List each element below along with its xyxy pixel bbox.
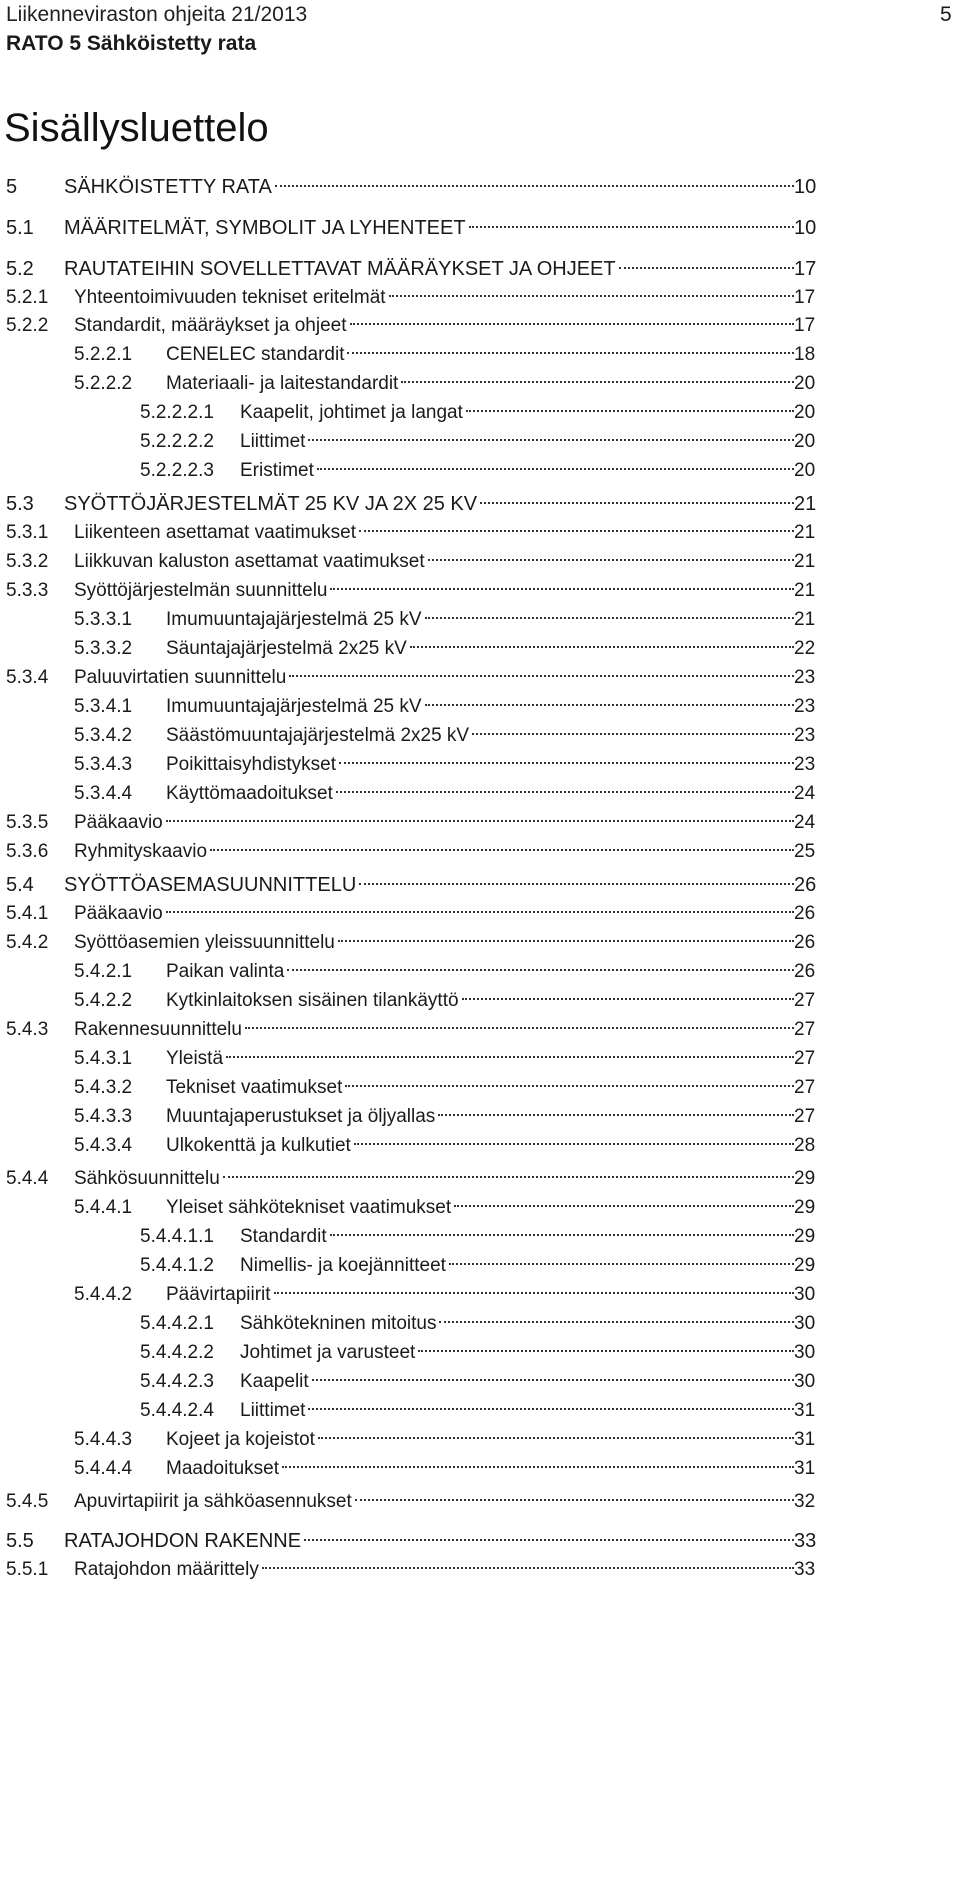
toc-entry-number: 5.2.1 bbox=[6, 287, 49, 308]
toc-entry-label: Pääkaavio bbox=[74, 903, 163, 924]
toc-entry-label: Ryhmityskaavio bbox=[74, 841, 208, 862]
toc-entry-page: 21 bbox=[794, 609, 816, 630]
toc-entry-label: Säuntajajärjestelmä 2x25 kV bbox=[166, 638, 407, 659]
toc-entry-number: 5.3.4.4 bbox=[74, 783, 133, 804]
toc-entry-page: 26 bbox=[794, 961, 816, 982]
toc-entry bbox=[0, 750, 960, 780]
dot-leader bbox=[287, 969, 794, 971]
toc-entry-label-line bbox=[74, 808, 794, 838]
toc-entry-label: Muuntajaperustukset ja öljyallas bbox=[166, 1106, 436, 1127]
toc-entry-number: 5.2.2.2.1 bbox=[140, 402, 214, 423]
dot-leader bbox=[274, 1292, 794, 1294]
toc-entry-page: 26 bbox=[794, 932, 816, 953]
toc-entry-number: 5.3.3 bbox=[6, 580, 49, 601]
toc-entry-number: 5.4.4.2 bbox=[74, 1284, 133, 1305]
toc-entry-page: 29 bbox=[794, 1197, 816, 1218]
toc-entry-number: 5.2.2.2.3 bbox=[140, 460, 214, 481]
toc-entry-label: Ratajohdon määrittely bbox=[74, 1559, 259, 1580]
toc-entry-label: Liikkuvan kaluston asettamat vaatimukset bbox=[74, 551, 425, 572]
toc-entry bbox=[0, 899, 960, 929]
toc-entry-page: 10 bbox=[794, 217, 817, 239]
toc-entry bbox=[0, 369, 960, 399]
dot-leader bbox=[210, 849, 794, 851]
dot-leader bbox=[410, 646, 794, 648]
toc-entry-page: 23 bbox=[794, 754, 816, 775]
toc-entry-page: 30 bbox=[794, 1284, 816, 1305]
toc-entry bbox=[0, 172, 960, 202]
toc-entry-label-line bbox=[166, 1454, 794, 1484]
dot-leader bbox=[359, 883, 794, 885]
toc-entry-number: 5.5.1 bbox=[6, 1559, 49, 1580]
dot-leader bbox=[345, 1085, 794, 1087]
toc-entry-label-line bbox=[74, 518, 794, 548]
toc-entry-page: 29 bbox=[794, 1168, 816, 1189]
toc-entry-page: 20 bbox=[794, 373, 816, 394]
toc-entry-label: SYÖTTÖASEMASUUNNITTELU bbox=[64, 874, 357, 896]
toc-entry-label-line bbox=[74, 1164, 794, 1194]
page-title: Sisällysluettelo bbox=[4, 106, 269, 150]
toc-entry-page: 30 bbox=[794, 1342, 816, 1363]
toc-entry bbox=[0, 1102, 960, 1132]
toc-entry-label: Liikenteen asettamat vaatimukset bbox=[74, 522, 356, 543]
toc-entry-number: 5.1 bbox=[6, 217, 34, 239]
toc-entry-number: 5.4.2 bbox=[6, 932, 49, 953]
toc-entry-number: 5.4.4.3 bbox=[74, 1429, 133, 1450]
toc-entry bbox=[0, 1309, 960, 1339]
toc-entry-label: Imumuuntajajärjestelmä 25 kV bbox=[166, 696, 422, 717]
toc-entry-page: 20 bbox=[794, 402, 816, 423]
dot-leader bbox=[245, 1027, 794, 1029]
toc-entry-label: Nimellis- ja koejännitteet bbox=[240, 1255, 446, 1276]
toc-entry-label-line bbox=[166, 1280, 794, 1310]
dot-leader bbox=[330, 588, 794, 590]
toc-entry-page: 17 bbox=[794, 258, 817, 280]
toc-entry-label: Paikan valinta bbox=[166, 961, 285, 982]
dot-leader bbox=[347, 352, 794, 354]
dot-leader bbox=[166, 911, 794, 913]
toc-entry-label-line bbox=[166, 957, 794, 987]
toc-entry-label-line bbox=[74, 576, 794, 606]
toc-entry bbox=[0, 1555, 960, 1585]
toc-entry-number: 5.4.3.2 bbox=[74, 1077, 133, 1098]
dot-leader bbox=[330, 1234, 794, 1236]
toc-entry-number: 5.4.3 bbox=[6, 1019, 49, 1040]
toc-entry-label-line bbox=[74, 663, 794, 693]
toc-entry-number: 5.3.6 bbox=[6, 841, 49, 862]
toc-entry-label-line bbox=[74, 283, 794, 313]
toc-entry bbox=[0, 605, 960, 635]
toc-entry-page: 30 bbox=[794, 1313, 816, 1334]
toc-entry-number: 5.3.4.2 bbox=[74, 725, 133, 746]
toc-entry-label: Standardit, määräykset ja ohjeet bbox=[74, 315, 347, 336]
toc-entry-label-line bbox=[74, 899, 794, 929]
toc-entry-number: 5.4.2.2 bbox=[74, 990, 133, 1011]
header-series: Liikenneviraston ohjeita 21/2013 bbox=[6, 3, 308, 26]
toc-entry-number: 5.3.5 bbox=[6, 812, 49, 833]
toc-entry-number: 5.4.4.1.1 bbox=[140, 1226, 214, 1247]
toc-entry bbox=[0, 1015, 960, 1045]
toc-entry-number: 5.3.4 bbox=[6, 667, 49, 688]
toc-entry-number: 5.4.4.1.2 bbox=[140, 1255, 214, 1276]
toc-entry-page: 31 bbox=[794, 1458, 816, 1479]
toc-entry-label: Tekniset vaatimukset bbox=[166, 1077, 343, 1098]
toc-entry-label-line bbox=[74, 311, 794, 341]
toc-entry-label-line bbox=[64, 172, 794, 202]
toc-entry-label: Liittimet bbox=[240, 431, 306, 452]
toc-entry bbox=[0, 547, 960, 577]
toc-entry-number: 5.2.2.1 bbox=[74, 344, 133, 365]
toc-entry-label-line bbox=[166, 634, 794, 664]
dot-leader bbox=[336, 791, 794, 793]
toc-entry-label-line bbox=[240, 1367, 794, 1397]
dot-leader bbox=[262, 1567, 794, 1569]
toc-entry-label-line bbox=[166, 1102, 794, 1132]
dot-leader bbox=[466, 410, 794, 412]
dot-leader bbox=[418, 1350, 794, 1352]
toc-entry-label: Käyttömaadoitukset bbox=[166, 783, 333, 804]
toc-entry bbox=[0, 928, 960, 958]
toc-entry bbox=[0, 311, 960, 341]
toc-entry-number: 5.2.2 bbox=[6, 315, 49, 336]
toc-entry-label-line bbox=[166, 340, 794, 370]
toc-entry-page: 31 bbox=[794, 1429, 816, 1450]
dot-leader bbox=[289, 675, 794, 677]
toc-entry-number: 5.2.2.2.2 bbox=[140, 431, 214, 452]
toc-entry-page: 21 bbox=[794, 493, 817, 515]
toc-entry-label-line bbox=[240, 1396, 794, 1426]
toc-entry-label-line bbox=[64, 254, 794, 284]
toc-entry-label-line bbox=[240, 1309, 794, 1339]
dot-leader bbox=[439, 1321, 794, 1323]
toc-entry-number: 5.5 bbox=[6, 1530, 34, 1552]
toc-entry-page: 31 bbox=[794, 1400, 816, 1421]
toc-entry-label: Kojeet ja kojeistot bbox=[166, 1429, 315, 1450]
toc-entry bbox=[0, 518, 960, 548]
dot-leader bbox=[389, 295, 794, 297]
toc-entry-label-line bbox=[166, 1073, 794, 1103]
toc-entry-label: SÄHKÖISTETTY RATA bbox=[64, 176, 272, 198]
toc-entry-number: 5.3.4.3 bbox=[74, 754, 133, 775]
dot-leader bbox=[438, 1114, 794, 1116]
toc-entry-number: 5.4.4.2.2 bbox=[140, 1342, 214, 1363]
toc-entry-label-line bbox=[64, 489, 794, 519]
toc-entry-label-line bbox=[240, 1251, 794, 1281]
toc-entry-number: 5.3 bbox=[6, 493, 34, 515]
toc-entry-label: Sähkösuunnittelu bbox=[74, 1168, 220, 1189]
toc-entry-number: 5.4.3.3 bbox=[74, 1106, 133, 1127]
toc-entry-number: 5.3.3.1 bbox=[74, 609, 133, 630]
toc-entry-page: 21 bbox=[794, 551, 816, 572]
toc-entry-label: Yleistä bbox=[166, 1048, 224, 1069]
toc-entry-page: 29 bbox=[794, 1226, 816, 1247]
toc-entry-number: 5.2 bbox=[6, 258, 34, 280]
toc-entry-page: 24 bbox=[794, 783, 816, 804]
toc-entry-page: 18 bbox=[794, 344, 816, 365]
toc-entry bbox=[0, 1338, 960, 1368]
toc-entry-page: 24 bbox=[794, 812, 816, 833]
toc-entry-number: 5.4.1 bbox=[6, 903, 49, 924]
toc-entry bbox=[0, 1251, 960, 1281]
toc-entry-number: 5.3.3.2 bbox=[74, 638, 133, 659]
toc-entry-label-line bbox=[166, 721, 794, 751]
toc-entry-label-line bbox=[74, 837, 794, 867]
toc-entry-number: 5.3.4.1 bbox=[74, 696, 133, 717]
toc-entry-label-line bbox=[166, 1044, 794, 1074]
toc-entry bbox=[0, 1487, 960, 1517]
header-page-number: 5 bbox=[940, 3, 952, 26]
toc-entry-label-line bbox=[64, 1526, 794, 1556]
toc-entry-label: Rakennesuunnittelu bbox=[74, 1019, 242, 1040]
toc-entry-page: 20 bbox=[794, 431, 816, 452]
toc-entry-number: 5.4.4.2.4 bbox=[140, 1400, 214, 1421]
toc-entry-label-line bbox=[166, 986, 794, 1016]
toc-entry-page: 23 bbox=[794, 725, 816, 746]
toc-entry-label: RAUTATEIHIN SOVELLETTAVAT MÄÄRÄYKSET JA OHJEET bbox=[64, 258, 616, 280]
toc-entry bbox=[0, 779, 960, 809]
toc-entry bbox=[0, 1526, 960, 1556]
dot-leader bbox=[359, 530, 794, 532]
dot-leader bbox=[469, 226, 794, 228]
toc-entry-label: MÄÄRITELMÄT, SYMBOLIT JA LYHENTEET bbox=[64, 217, 466, 239]
dot-leader bbox=[619, 267, 794, 269]
header-document-title: RATO 5 Sähköistetty rata bbox=[6, 32, 257, 55]
toc-entry-label-line bbox=[74, 928, 794, 958]
toc-entry bbox=[0, 1164, 960, 1194]
toc-entry-label: Eristimet bbox=[240, 460, 314, 481]
toc-entry-label: Liittimet bbox=[240, 1400, 306, 1421]
toc-entry-page: 20 bbox=[794, 460, 816, 481]
toc-entry bbox=[0, 634, 960, 664]
toc-entry-page: 21 bbox=[794, 580, 816, 601]
toc-entry-page: 10 bbox=[794, 176, 817, 198]
dot-leader bbox=[462, 998, 794, 1000]
dot-leader bbox=[338, 940, 794, 942]
toc-entry-label: Kaapelit, johtimet ja langat bbox=[240, 402, 463, 423]
toc-entry bbox=[0, 1044, 960, 1074]
toc-entry-label: Syöttöjärjestelmän suunnittelu bbox=[74, 580, 328, 601]
toc-entry-page: 26 bbox=[794, 903, 816, 924]
toc-entry-number: 5.4.4 bbox=[6, 1168, 49, 1189]
toc-entry-page: 27 bbox=[794, 990, 816, 1011]
dot-leader bbox=[275, 185, 794, 187]
toc-entry-label: Kytkinlaitoksen sisäinen tilankäyttö bbox=[166, 990, 459, 1011]
toc-entry-label-line bbox=[166, 1425, 794, 1455]
toc-entry bbox=[0, 1193, 960, 1223]
dot-leader bbox=[355, 1499, 794, 1501]
toc-entry-page: 27 bbox=[794, 1048, 816, 1069]
toc-entry-label: Johtimet ja varusteet bbox=[240, 1342, 416, 1363]
toc-entry bbox=[0, 1073, 960, 1103]
toc-entry-page: 27 bbox=[794, 1077, 816, 1098]
toc-entry bbox=[0, 986, 960, 1016]
toc-entry-number: 5.4.3.1 bbox=[74, 1048, 133, 1069]
toc-entry-label-line bbox=[240, 1222, 794, 1252]
dot-leader bbox=[428, 559, 794, 561]
toc-entry-label: Ulkokenttä ja kulkutiet bbox=[166, 1135, 351, 1156]
toc-entry bbox=[0, 340, 960, 370]
dot-leader bbox=[304, 1539, 794, 1541]
toc-entry-number: 5.2.2.2 bbox=[74, 373, 133, 394]
dot-leader bbox=[339, 762, 794, 764]
toc-entry bbox=[0, 398, 960, 428]
toc-entry-number: 5.3.1 bbox=[6, 522, 49, 543]
toc-entry bbox=[0, 254, 960, 284]
toc-entry bbox=[0, 1454, 960, 1484]
toc-entry-number: 5.4.4.1 bbox=[74, 1197, 133, 1218]
toc-entry-page: 30 bbox=[794, 1371, 816, 1392]
dot-leader bbox=[166, 820, 794, 822]
dot-leader bbox=[282, 1466, 794, 1468]
toc-entry bbox=[0, 1280, 960, 1310]
toc-entry bbox=[0, 692, 960, 722]
dot-leader bbox=[308, 1408, 794, 1410]
toc-entry-page: 28 bbox=[794, 1135, 816, 1156]
toc-entry-page: 33 bbox=[794, 1530, 817, 1552]
toc-entry-label: RATAJOHDON RAKENNE bbox=[64, 1530, 302, 1552]
toc-entry bbox=[0, 721, 960, 751]
toc-entry-label: Poikittaisyhdistykset bbox=[166, 754, 337, 775]
toc-entry-label-line bbox=[240, 398, 794, 428]
toc-entry-label-line bbox=[166, 779, 794, 809]
toc-entry-label-line bbox=[64, 213, 794, 243]
toc-entry-page: 22 bbox=[794, 638, 816, 659]
toc-entry-label: Standardit bbox=[240, 1226, 327, 1247]
toc-entry-label: Syöttöasemien yleissuunnittelu bbox=[74, 932, 335, 953]
toc-entry-label: Yhteentoimivuuden tekniset eritelmät bbox=[74, 287, 386, 308]
toc-entry-label-line bbox=[166, 750, 794, 780]
dot-leader bbox=[454, 1205, 794, 1207]
toc-entry-label-line bbox=[74, 1015, 794, 1045]
dot-leader bbox=[425, 704, 794, 706]
toc-entry-label: Maadoitukset bbox=[166, 1458, 280, 1479]
toc-entry-label: Materiaali- ja laitestandardit bbox=[166, 373, 399, 394]
toc-entry bbox=[0, 283, 960, 313]
toc-entry-page: 25 bbox=[794, 841, 816, 862]
toc-entry-label: CENELEC standardit bbox=[166, 344, 345, 365]
toc-entry bbox=[0, 213, 960, 243]
toc-entry-number: 5 bbox=[6, 176, 18, 198]
toc-entry-number: 5.3.2 bbox=[6, 551, 49, 572]
toc-entry-page: 27 bbox=[794, 1019, 816, 1040]
toc-entry-page: 33 bbox=[794, 1559, 816, 1580]
toc-entry-label: Säästömuuntajajärjestelmä 2x25 kV bbox=[166, 725, 470, 746]
toc-entry-label-line bbox=[240, 427, 794, 457]
toc-entry bbox=[0, 1131, 960, 1161]
toc-entry-label: Imumuuntajajärjestelmä 25 kV bbox=[166, 609, 422, 630]
dot-leader bbox=[425, 617, 794, 619]
toc-entry-page: 29 bbox=[794, 1255, 816, 1276]
toc-entry-label-line bbox=[74, 1555, 794, 1585]
toc-entry-number: 5.4.4.2.3 bbox=[140, 1371, 214, 1392]
toc-entry-label: Sähkötekninen mitoitus bbox=[240, 1313, 437, 1334]
toc-entry-label-line bbox=[64, 870, 794, 900]
toc-entry-number: 5.4.4.2.1 bbox=[140, 1313, 214, 1334]
toc-entry bbox=[0, 870, 960, 900]
dot-leader bbox=[312, 1379, 794, 1381]
toc-entry bbox=[0, 1367, 960, 1397]
toc-entry bbox=[0, 1425, 960, 1455]
toc-entry-label: SYÖTTÖJÄRJESTELMÄT 25 KV JA 2X 25 KV bbox=[64, 493, 478, 515]
toc-entry-page: 23 bbox=[794, 667, 816, 688]
dot-leader bbox=[354, 1143, 794, 1145]
toc-entry bbox=[0, 427, 960, 457]
dot-leader bbox=[318, 1437, 794, 1439]
dot-leader bbox=[317, 468, 794, 470]
toc-entry bbox=[0, 957, 960, 987]
dot-leader bbox=[449, 1263, 794, 1265]
toc-entry-label-line bbox=[166, 369, 794, 399]
toc-entry-label: Kaapelit bbox=[240, 1371, 309, 1392]
toc-entry-page: 27 bbox=[794, 1106, 816, 1127]
dot-leader bbox=[401, 381, 794, 383]
toc-entry bbox=[0, 456, 960, 486]
toc-entry-number: 5.4 bbox=[6, 874, 34, 896]
toc-entry-page: 17 bbox=[794, 287, 816, 308]
toc-entry bbox=[0, 1222, 960, 1252]
toc-entry-label-line bbox=[240, 456, 794, 486]
toc-entry-label-line bbox=[166, 605, 794, 635]
toc-entry-label-line bbox=[166, 692, 794, 722]
toc-entry bbox=[0, 663, 960, 693]
dot-leader bbox=[472, 733, 794, 735]
toc-entry-label: Päävirtapiirit bbox=[166, 1284, 271, 1305]
toc-entry-label-line bbox=[74, 547, 794, 577]
toc-entry-page: 32 bbox=[794, 1491, 816, 1512]
dot-leader bbox=[480, 502, 794, 504]
toc-entry-label-line bbox=[166, 1131, 794, 1161]
dot-leader bbox=[350, 323, 795, 325]
toc-entry-page: 26 bbox=[794, 874, 817, 896]
toc-entry bbox=[0, 489, 960, 519]
toc-entry-label: Paluuvirtatien suunnittelu bbox=[74, 667, 287, 688]
toc-entry-label: Yleiset sähkötekniset vaatimukset bbox=[166, 1197, 452, 1218]
toc-entry-number: 5.4.4.4 bbox=[74, 1458, 133, 1479]
toc-entry bbox=[0, 1396, 960, 1426]
toc-entry bbox=[0, 808, 960, 838]
toc-entry-page: 21 bbox=[794, 522, 816, 543]
toc-entry-label: Apuvirtapiirit ja sähköasennukset bbox=[74, 1491, 352, 1512]
toc-entry-label: Pääkaavio bbox=[74, 812, 163, 833]
toc-entry-number: 5.4.3.4 bbox=[74, 1135, 133, 1156]
toc-entry-number: 5.4.5 bbox=[6, 1491, 49, 1512]
toc-entry bbox=[0, 576, 960, 606]
dot-leader bbox=[226, 1056, 794, 1058]
dot-leader bbox=[223, 1176, 794, 1178]
toc-entry-label-line bbox=[74, 1487, 794, 1517]
toc-entry-label-line bbox=[240, 1338, 794, 1368]
toc-entry bbox=[0, 837, 960, 867]
toc-entry-page: 17 bbox=[794, 315, 816, 336]
toc-entry-label-line bbox=[166, 1193, 794, 1223]
toc-entry-page: 23 bbox=[794, 696, 816, 717]
toc-entry-number: 5.4.2.1 bbox=[74, 961, 133, 982]
dot-leader bbox=[308, 439, 794, 441]
